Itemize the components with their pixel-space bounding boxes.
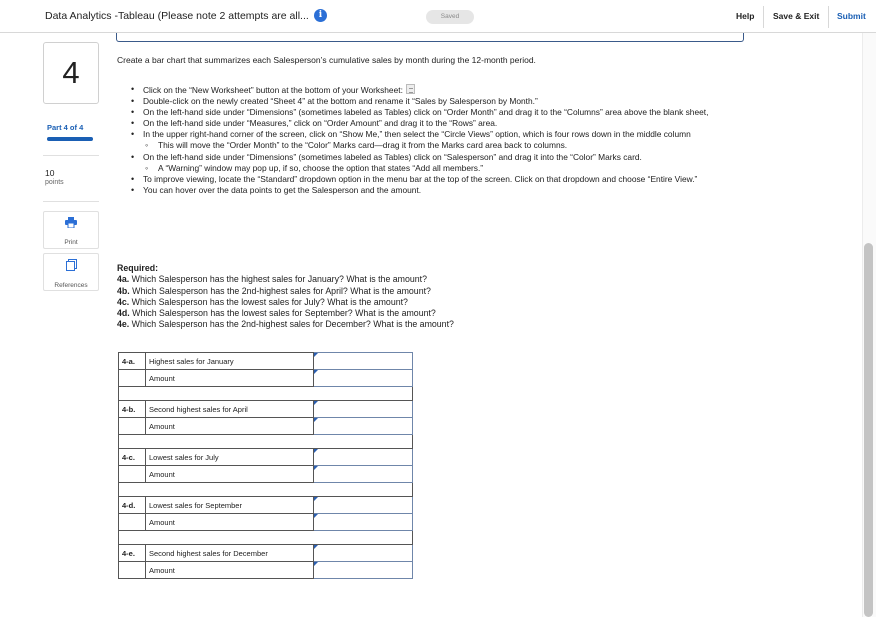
saved-badge: Saved <box>426 10 474 24</box>
table-row <box>119 466 413 483</box>
references-label: References <box>54 282 88 289</box>
divider <box>43 155 99 156</box>
salesperson-input-wrapper <box>314 353 412 369</box>
part-progress-fill <box>47 137 93 141</box>
amount-input-cell[interactable] <box>314 562 413 579</box>
table-spacer-row <box>119 387 413 401</box>
top-bar <box>0 0 876 33</box>
required-heading: Required: <box>117 263 159 273</box>
answer-label: Lowest sales for September <box>146 497 314 514</box>
answer-id: 4-c. <box>119 449 146 466</box>
required-item-id: 4c. <box>117 296 130 307</box>
instruction-list <box>131 84 751 196</box>
required-section <box>117 263 454 331</box>
amount-input-cell[interactable] <box>314 514 413 531</box>
printer-icon <box>65 217 77 228</box>
salesperson-input[interactable] <box>314 401 412 416</box>
points-label: points <box>45 179 64 186</box>
amount-input[interactable] <box>314 562 412 577</box>
amount-label: Amount <box>146 466 314 483</box>
answer-id: 4-e. <box>119 545 146 562</box>
table-spacer-cell <box>119 435 413 449</box>
amount-input-wrapper <box>314 370 412 386</box>
instruction-step-text: A “Warning” window may pop up, if so, choose the option that states “Add all members.” <box>158 162 484 173</box>
answer-label: Highest sales for January <box>146 353 314 370</box>
part-indicator: Part 4 of 4 <box>47 123 84 132</box>
required-item-text: Which Salesperson has the 2nd-highest sales for December? What is the amount? <box>129 319 454 330</box>
salesperson-input-cell[interactable] <box>314 353 413 370</box>
divider <box>828 6 829 28</box>
answer-id: 4-d. <box>119 497 146 514</box>
table-row <box>119 497 413 514</box>
required-item <box>117 308 454 319</box>
amount-input-cell[interactable] <box>314 370 413 387</box>
required-item <box>117 297 454 308</box>
answer-id: 4-b. <box>119 401 146 418</box>
previous-part-frame <box>116 33 744 42</box>
answer-table <box>118 352 413 579</box>
info-icon[interactable]: i <box>314 9 327 22</box>
amount-input-wrapper <box>314 514 412 530</box>
answer-id-blank <box>119 514 146 531</box>
amount-input-wrapper <box>314 562 412 578</box>
required-item <box>117 319 454 330</box>
amount-input-cell[interactable] <box>314 466 413 483</box>
amount-label: Amount <box>146 418 314 435</box>
salesperson-input-cell[interactable] <box>314 545 413 562</box>
salesperson-input-wrapper <box>314 401 412 417</box>
scrollbar-thumb[interactable] <box>864 243 873 617</box>
required-item <box>117 286 454 297</box>
instruction-step-text: To improve viewing, locate the “Standard” dropdown option in the menu bar at the top of the screen. Click on that dropdown and choose “Entire View.” <box>143 173 698 184</box>
table-row <box>119 353 413 370</box>
required-item-text: Which Salesperson has the highest sales for January? What is the amount? <box>129 274 428 285</box>
print-label: Print <box>64 239 78 246</box>
instruction-step <box>131 118 751 129</box>
answer-id-blank <box>119 418 146 435</box>
required-item-id: 4b. <box>117 285 130 296</box>
table-row <box>119 545 413 562</box>
amount-input[interactable] <box>314 418 412 433</box>
table-row <box>119 418 413 435</box>
question-intro: Create a bar chart that summarizes each Salesperson’s cumulative sales by month during the 12-month period. <box>117 55 536 65</box>
table-spacer-row <box>119 531 413 545</box>
answer-id-blank <box>119 562 146 579</box>
salesperson-input[interactable] <box>314 545 412 560</box>
divider <box>763 6 764 28</box>
salesperson-input[interactable] <box>314 449 412 464</box>
points-value: 10 <box>45 168 55 178</box>
instruction-step-text: On the left-hand side under “Dimensions” (sometimes labeled as Tables) click on “Salesperson” and drag it into the “Color” Marks card. <box>143 151 642 162</box>
salesperson-input-wrapper <box>314 449 412 465</box>
amount-input-wrapper <box>314 466 412 482</box>
amount-label: Amount <box>146 370 314 387</box>
table-spacer-row <box>119 435 413 449</box>
required-item <box>117 274 454 285</box>
table-spacer-cell <box>119 483 413 497</box>
instruction-step <box>131 174 751 185</box>
references-button[interactable] <box>43 253 99 291</box>
amount-input[interactable] <box>314 514 412 529</box>
instruction-step-text: This will move the “Order Month” to the “Color” Marks card—drag it from the Marks card area back to columns. <box>158 140 568 151</box>
instruction-step-text: On the left-hand side under “Dimensions” (sometimes labeled as Tables) click on “Order Month” and drag it to the “Columns” area above the blank sheet, <box>143 107 709 118</box>
table-row <box>119 514 413 531</box>
references-icon <box>66 259 77 271</box>
required-item-text: Which Salesperson has the lowest sales for July? What is the amount? <box>129 296 408 307</box>
submit-link[interactable]: Submit <box>837 11 866 21</box>
instruction-step <box>131 107 751 118</box>
salesperson-input-wrapper <box>314 497 412 513</box>
salesperson-input-wrapper <box>314 545 412 561</box>
table-row <box>119 449 413 466</box>
table-row <box>119 401 413 418</box>
answer-id-blank <box>119 370 146 387</box>
print-button[interactable] <box>43 211 99 249</box>
table-row <box>119 562 413 579</box>
amount-label: Amount <box>146 514 314 531</box>
part-progress-bar <box>47 137 93 141</box>
answer-id-blank <box>119 466 146 483</box>
salesperson-input-cell[interactable] <box>314 401 413 418</box>
salesperson-input[interactable] <box>314 353 412 368</box>
table-row <box>119 370 413 387</box>
instruction-step <box>131 140 751 151</box>
answer-label: Lowest sales for July <box>146 449 314 466</box>
instruction-step-text: In the upper right-hand corner of the screen, click on “Show Me,” then select the “Circle Views” option, which is four rows down in the middle column <box>143 129 691 140</box>
answer-label: Second highest sales for December <box>146 545 314 562</box>
salesperson-input-cell[interactable] <box>314 497 413 514</box>
instruction-step <box>131 129 751 140</box>
instruction-step <box>131 84 751 96</box>
amount-input-wrapper <box>314 418 412 434</box>
instruction-step-text: On the left-hand side under “Measures,” click on “Order Amount” and drag it to the “Rows” area. <box>143 118 498 129</box>
required-item-id: 4a. <box>117 274 130 285</box>
divider <box>43 201 99 202</box>
table-spacer-row <box>119 483 413 497</box>
table-spacer-cell <box>119 531 413 545</box>
salesperson-input[interactable] <box>314 497 412 512</box>
amount-input-cell[interactable] <box>314 418 413 435</box>
question-number: 4 <box>43 42 99 104</box>
required-item-text: Which Salesperson has the 2nd-highest sales for April? What is the amount? <box>129 285 431 296</box>
help-link[interactable]: Help <box>736 11 755 21</box>
required-item-id: 4d. <box>117 308 130 319</box>
instruction-step <box>131 185 751 196</box>
table-spacer-cell <box>119 387 413 401</box>
instruction-step <box>131 152 751 163</box>
new-worksheet-icon <box>406 84 415 94</box>
salesperson-input-cell[interactable] <box>314 449 413 466</box>
instruction-step <box>131 96 751 107</box>
required-item-id: 4e. <box>117 319 130 330</box>
answer-id: 4-a. <box>119 353 146 370</box>
save-exit-link[interactable]: Save & Exit <box>773 11 820 21</box>
answer-label: Second highest sales for April <box>146 401 314 418</box>
instruction-step <box>131 163 751 174</box>
amount-input[interactable] <box>314 370 412 385</box>
amount-input[interactable] <box>314 466 412 481</box>
required-item-text: Which Salesperson has the lowest sales for September? What is the amount? <box>129 308 436 319</box>
instruction-step-text: You can hover over the data points to get the Salesperson and the amount. <box>143 184 422 195</box>
assignment-title: Data Analytics -Tableau (Please note 2 attempts are all... <box>45 10 309 22</box>
instruction-step-text: Click on the “New Worksheet” button at the bottom of your Worksheet: <box>143 85 403 95</box>
instruction-step-text: Double-click on the newly created “Sheet 4” at the bottom and rename it “Sales by Salesperson by Month.” <box>143 96 538 107</box>
amount-label: Amount <box>146 562 314 579</box>
